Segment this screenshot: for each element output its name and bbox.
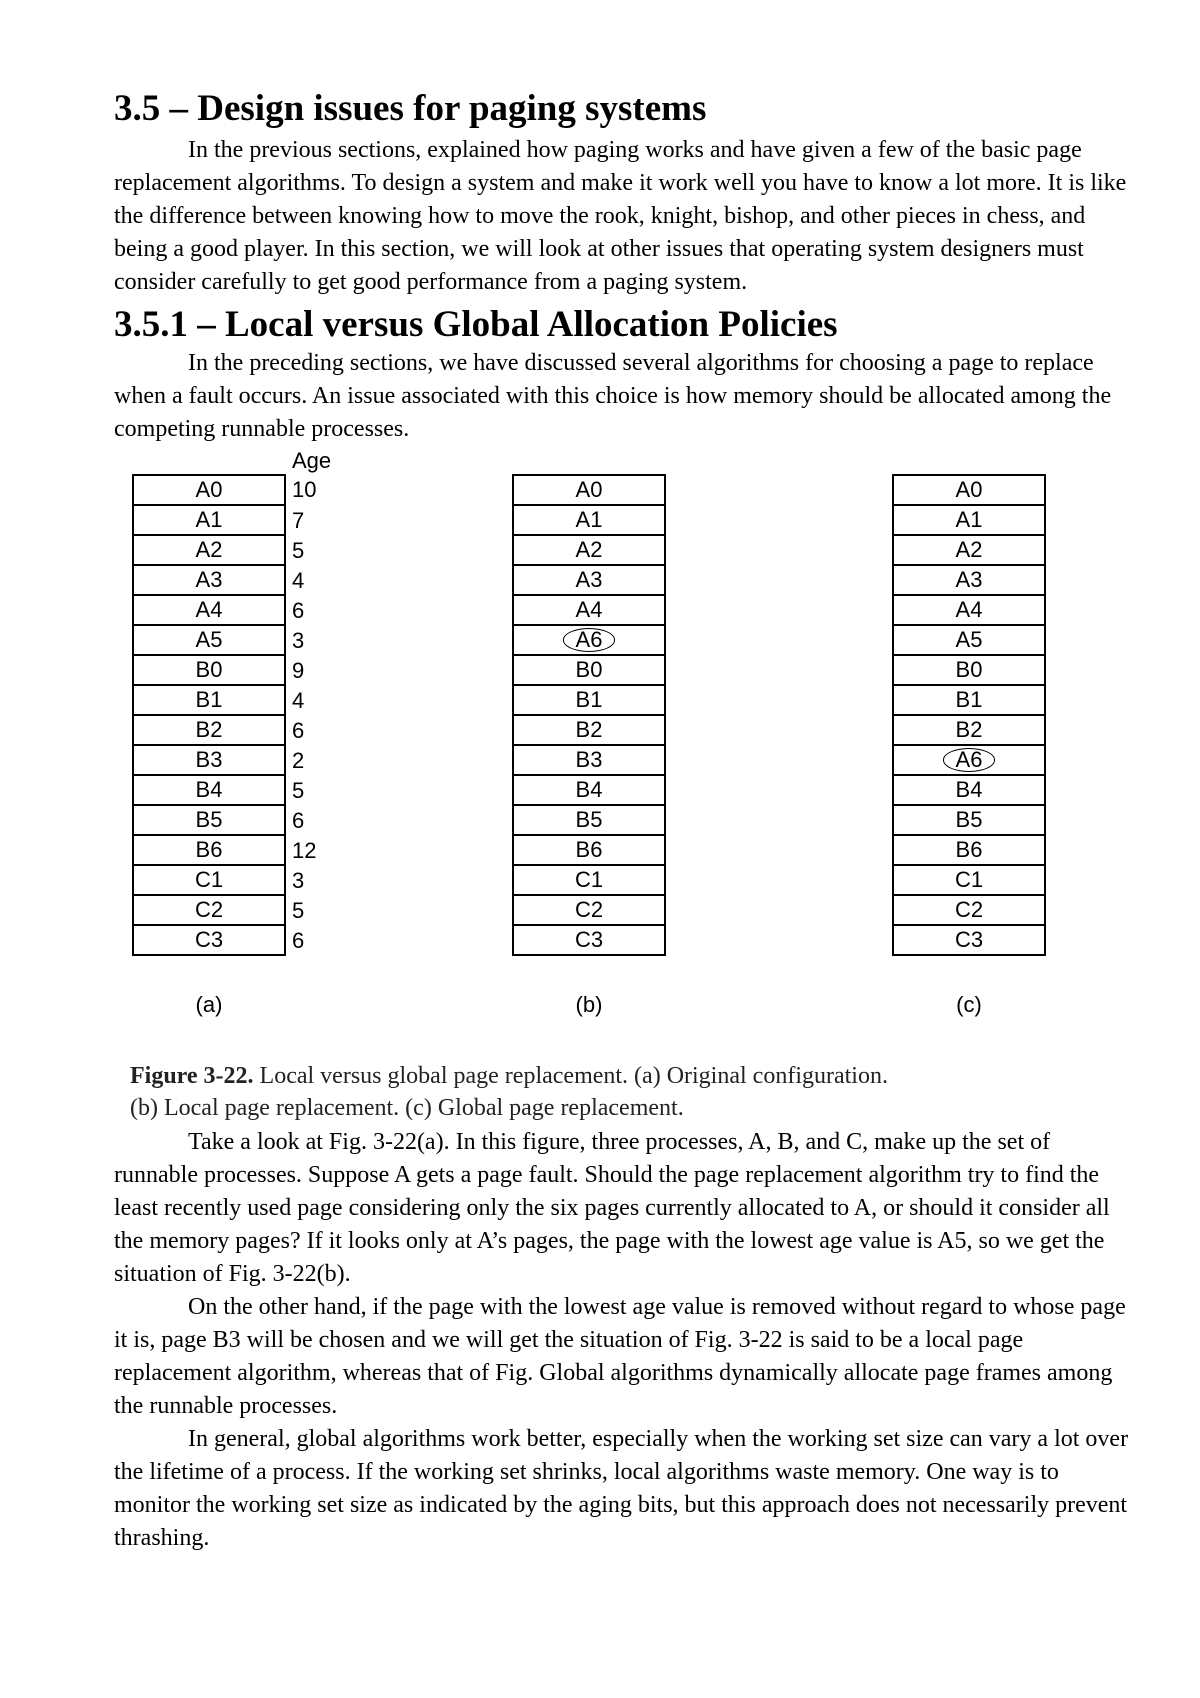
page-frame-label: A4 xyxy=(575,597,603,622)
page-frame-label: C3 xyxy=(194,927,224,952)
page-frame-label: B5 xyxy=(955,807,983,832)
page-frame-cell xyxy=(134,504,284,534)
page-frame-label: B6 xyxy=(195,837,223,862)
age-value: 9 xyxy=(292,658,305,683)
page-frame-cell xyxy=(514,744,664,774)
replaced-page-label: A6 xyxy=(943,748,996,772)
page-frame-cell xyxy=(514,564,664,594)
page-frame-label: A3 xyxy=(575,567,603,592)
page-frame-label: B6 xyxy=(955,837,983,862)
page-frame-label: C3 xyxy=(574,927,604,952)
page-frame-cell xyxy=(514,534,664,564)
page-frame-label: A2 xyxy=(195,537,223,562)
page-frame-cell xyxy=(894,654,1044,684)
page-frame-label: A1 xyxy=(195,507,223,532)
page-frame-cell xyxy=(514,654,664,684)
page-frame-label: B0 xyxy=(955,657,983,682)
age-value: 4 xyxy=(292,688,305,713)
page-frame-label: B5 xyxy=(195,807,223,832)
page-frame-cell xyxy=(894,476,1044,504)
caption-label: Figure 3-22. xyxy=(130,1063,254,1089)
page-frame-label: A5 xyxy=(955,627,983,652)
page-frame-cell xyxy=(514,864,664,894)
page-frame-label: B6 xyxy=(575,837,603,862)
age-value: 5 xyxy=(292,538,305,563)
page-frame-cell xyxy=(134,534,284,564)
page-frame-cell xyxy=(134,476,284,504)
page-frame-cell xyxy=(514,834,664,864)
page-frame-label: B5 xyxy=(575,807,603,832)
page-table-a xyxy=(132,474,286,956)
page-frame-label: A3 xyxy=(195,567,223,592)
page-frame-cell xyxy=(134,894,284,924)
page-frame-cell xyxy=(514,476,664,504)
page-frame-cell xyxy=(514,504,664,534)
document-page xyxy=(114,84,1134,1555)
page-frame-label: B1 xyxy=(955,687,983,712)
caption-line2: (b) Local page replacement. (c) Global page replacement. xyxy=(130,1095,684,1121)
page-frame-label: C2 xyxy=(194,897,224,922)
age-value: 5 xyxy=(292,898,305,923)
page-frame-cell xyxy=(134,834,284,864)
page-frame-cell xyxy=(134,624,284,654)
page-frame-label: B1 xyxy=(575,687,603,712)
page-frame-label: A3 xyxy=(955,567,983,592)
page-frame-cell xyxy=(894,534,1044,564)
page-frame-label: B0 xyxy=(575,657,603,682)
page-frame-cell xyxy=(134,744,284,774)
global-paragraph: On the other hand, if the page with the lowest age value is removed without regard to whose page it is, page B3 will be chosen and we will get the situation of Fig. 3-22 is said to be a local page replacement algorithm, whereas that of Fig. Global algorithms dynamically allocate page frames among the runnable processes. xyxy=(114,1294,1126,1419)
age-value: 12 xyxy=(292,838,317,863)
page-frame-cell xyxy=(514,594,664,624)
page-frame-cell xyxy=(894,864,1044,894)
page-frame-cell xyxy=(134,864,284,894)
age-value: 3 xyxy=(292,868,305,893)
page-frame-cell xyxy=(514,774,664,804)
page-frame-label: B2 xyxy=(195,717,223,742)
page-frame-cell xyxy=(894,504,1044,534)
page-frame-cell xyxy=(134,804,284,834)
page-frame-cell xyxy=(514,894,664,924)
age-value: 7 xyxy=(292,508,305,533)
page-frame-label: B4 xyxy=(575,777,603,802)
page-frame-cell xyxy=(894,744,1044,774)
page-frame-label: A0 xyxy=(575,477,603,502)
section-heading: 3.5 – Design issues for paging systems xyxy=(114,88,707,129)
age-value: 4 xyxy=(292,568,305,593)
conclusion-paragraph: In general, global algorithms work better, especially when the working set size can vary a lot over the lifetime of a process. If the working set shrinks, local algorithms waste memory. One way is to monitor the working set size as indicated by the aging bits, but this approach does not necessarily prevent thrashing. xyxy=(114,1426,1129,1551)
column-b xyxy=(512,474,666,956)
page-frame-cell xyxy=(894,684,1044,714)
page-frame-label: C1 xyxy=(194,867,224,892)
page-frame-label: A0 xyxy=(955,477,983,502)
page-frame-label: A4 xyxy=(955,597,983,622)
page-frame-cell xyxy=(894,924,1044,954)
page-frame-label: B0 xyxy=(195,657,223,682)
page-frame-cell xyxy=(894,714,1044,744)
page-frame-label: A4 xyxy=(195,597,223,622)
caption-text: Local versus global page replacement. (a) Original configuration. xyxy=(259,1063,888,1089)
page-frame-label: B4 xyxy=(195,777,223,802)
subfigure-label-b: (b) xyxy=(575,992,603,1017)
page-frame-cell xyxy=(134,714,284,744)
page-frame-label: C3 xyxy=(954,927,984,952)
page-frame-cell xyxy=(894,774,1044,804)
page-frame-label: A1 xyxy=(575,507,603,532)
age-value: 2 xyxy=(292,748,305,773)
page-frame-label: C2 xyxy=(574,897,604,922)
subfigure-label-a: (a) xyxy=(195,992,223,1017)
page-frame-label: B1 xyxy=(195,687,223,712)
page-frame-cell xyxy=(514,714,664,744)
page-frame-label: C1 xyxy=(954,867,984,892)
page-frame-cell xyxy=(514,924,664,954)
page-frame-label: B2 xyxy=(575,717,603,742)
page-frame-label: B2 xyxy=(955,717,983,742)
age-value: 5 xyxy=(292,778,305,803)
page-frame-cell xyxy=(514,624,664,654)
column-c xyxy=(892,474,1046,956)
page-frame-cell xyxy=(134,924,284,954)
page-table-b xyxy=(512,474,666,956)
page-frame-label: C1 xyxy=(574,867,604,892)
page-frame-cell xyxy=(134,564,284,594)
page-frame-label: A5 xyxy=(195,627,223,652)
replaced-page-label: A6 xyxy=(563,628,616,652)
page-frame-cell xyxy=(134,774,284,804)
subfigure-label-c: (c) xyxy=(956,992,982,1017)
page-frame-cell xyxy=(514,804,664,834)
page-frame-cell xyxy=(894,894,1044,924)
page-frame-label: A1 xyxy=(955,507,983,532)
page-frame-label: B3 xyxy=(195,747,223,772)
figure-caption xyxy=(114,1060,1134,1124)
age-value: 6 xyxy=(292,928,305,953)
page-frame-cell xyxy=(514,684,664,714)
page-table-c xyxy=(892,474,1046,956)
page-frame-label: A2 xyxy=(575,537,603,562)
page-frame-cell xyxy=(894,564,1044,594)
page-frame-cell xyxy=(894,834,1044,864)
page-frame-label: B4 xyxy=(955,777,983,802)
figure-3-22 xyxy=(114,448,1134,1060)
age-header: Age xyxy=(292,448,332,473)
page-frame-cell xyxy=(134,684,284,714)
age-value: 6 xyxy=(292,808,305,833)
age-value: 6 xyxy=(292,718,305,743)
column-a xyxy=(132,474,286,956)
page-frame-label: C2 xyxy=(954,897,984,922)
page-frame-cell xyxy=(894,624,1044,654)
page-frame-cell xyxy=(134,594,284,624)
age-value: 3 xyxy=(292,628,305,653)
page-frame-cell xyxy=(894,804,1044,834)
page-frame-cell xyxy=(134,654,284,684)
example-paragraph: Take a look at Fig. 3-22(a). In this figure, three processes, A, B, and C, make up the set of runnable processes. Suppose A gets a page fault. Should the page replacement algorithm try to find the least recently used page considering only the six pages currently allocated to A, or should it consider all the memory pages? If it looks only at A’s pages, the page with the lowest age value is A5, so we get the situation of Fig. 3-22(b). xyxy=(114,1129,1110,1287)
intro-paragraph: In the previous sections, explained how paging works and have given a few of the basic page replacement algorithms. To design a system and make it work well you have to know a lot more. It is like the difference between knowing how to move the rook, knight, bishop, and other pieces in chess, and being a good player. In this section, we will look at other issues that operating system designers must consider carefully to get good performance from a paging system. xyxy=(114,137,1127,295)
age-value: 6 xyxy=(292,598,305,623)
page-frame-cell xyxy=(894,594,1044,624)
page-frame-label: A0 xyxy=(195,477,223,502)
page-frame-label: A2 xyxy=(955,537,983,562)
subsection-heading: 3.5.1 – Local versus Global Allocation Policies xyxy=(114,304,838,345)
age-value: 10 xyxy=(292,477,317,502)
allocation-paragraph: In the preceding sections, we have discussed several algorithms for choosing a page to replace when a fault occurs. An issue associated with this choice is how memory should be allocated among the competing runnable processes. xyxy=(114,350,1112,442)
age-list xyxy=(292,474,316,954)
page-frame-label: B3 xyxy=(575,747,603,772)
